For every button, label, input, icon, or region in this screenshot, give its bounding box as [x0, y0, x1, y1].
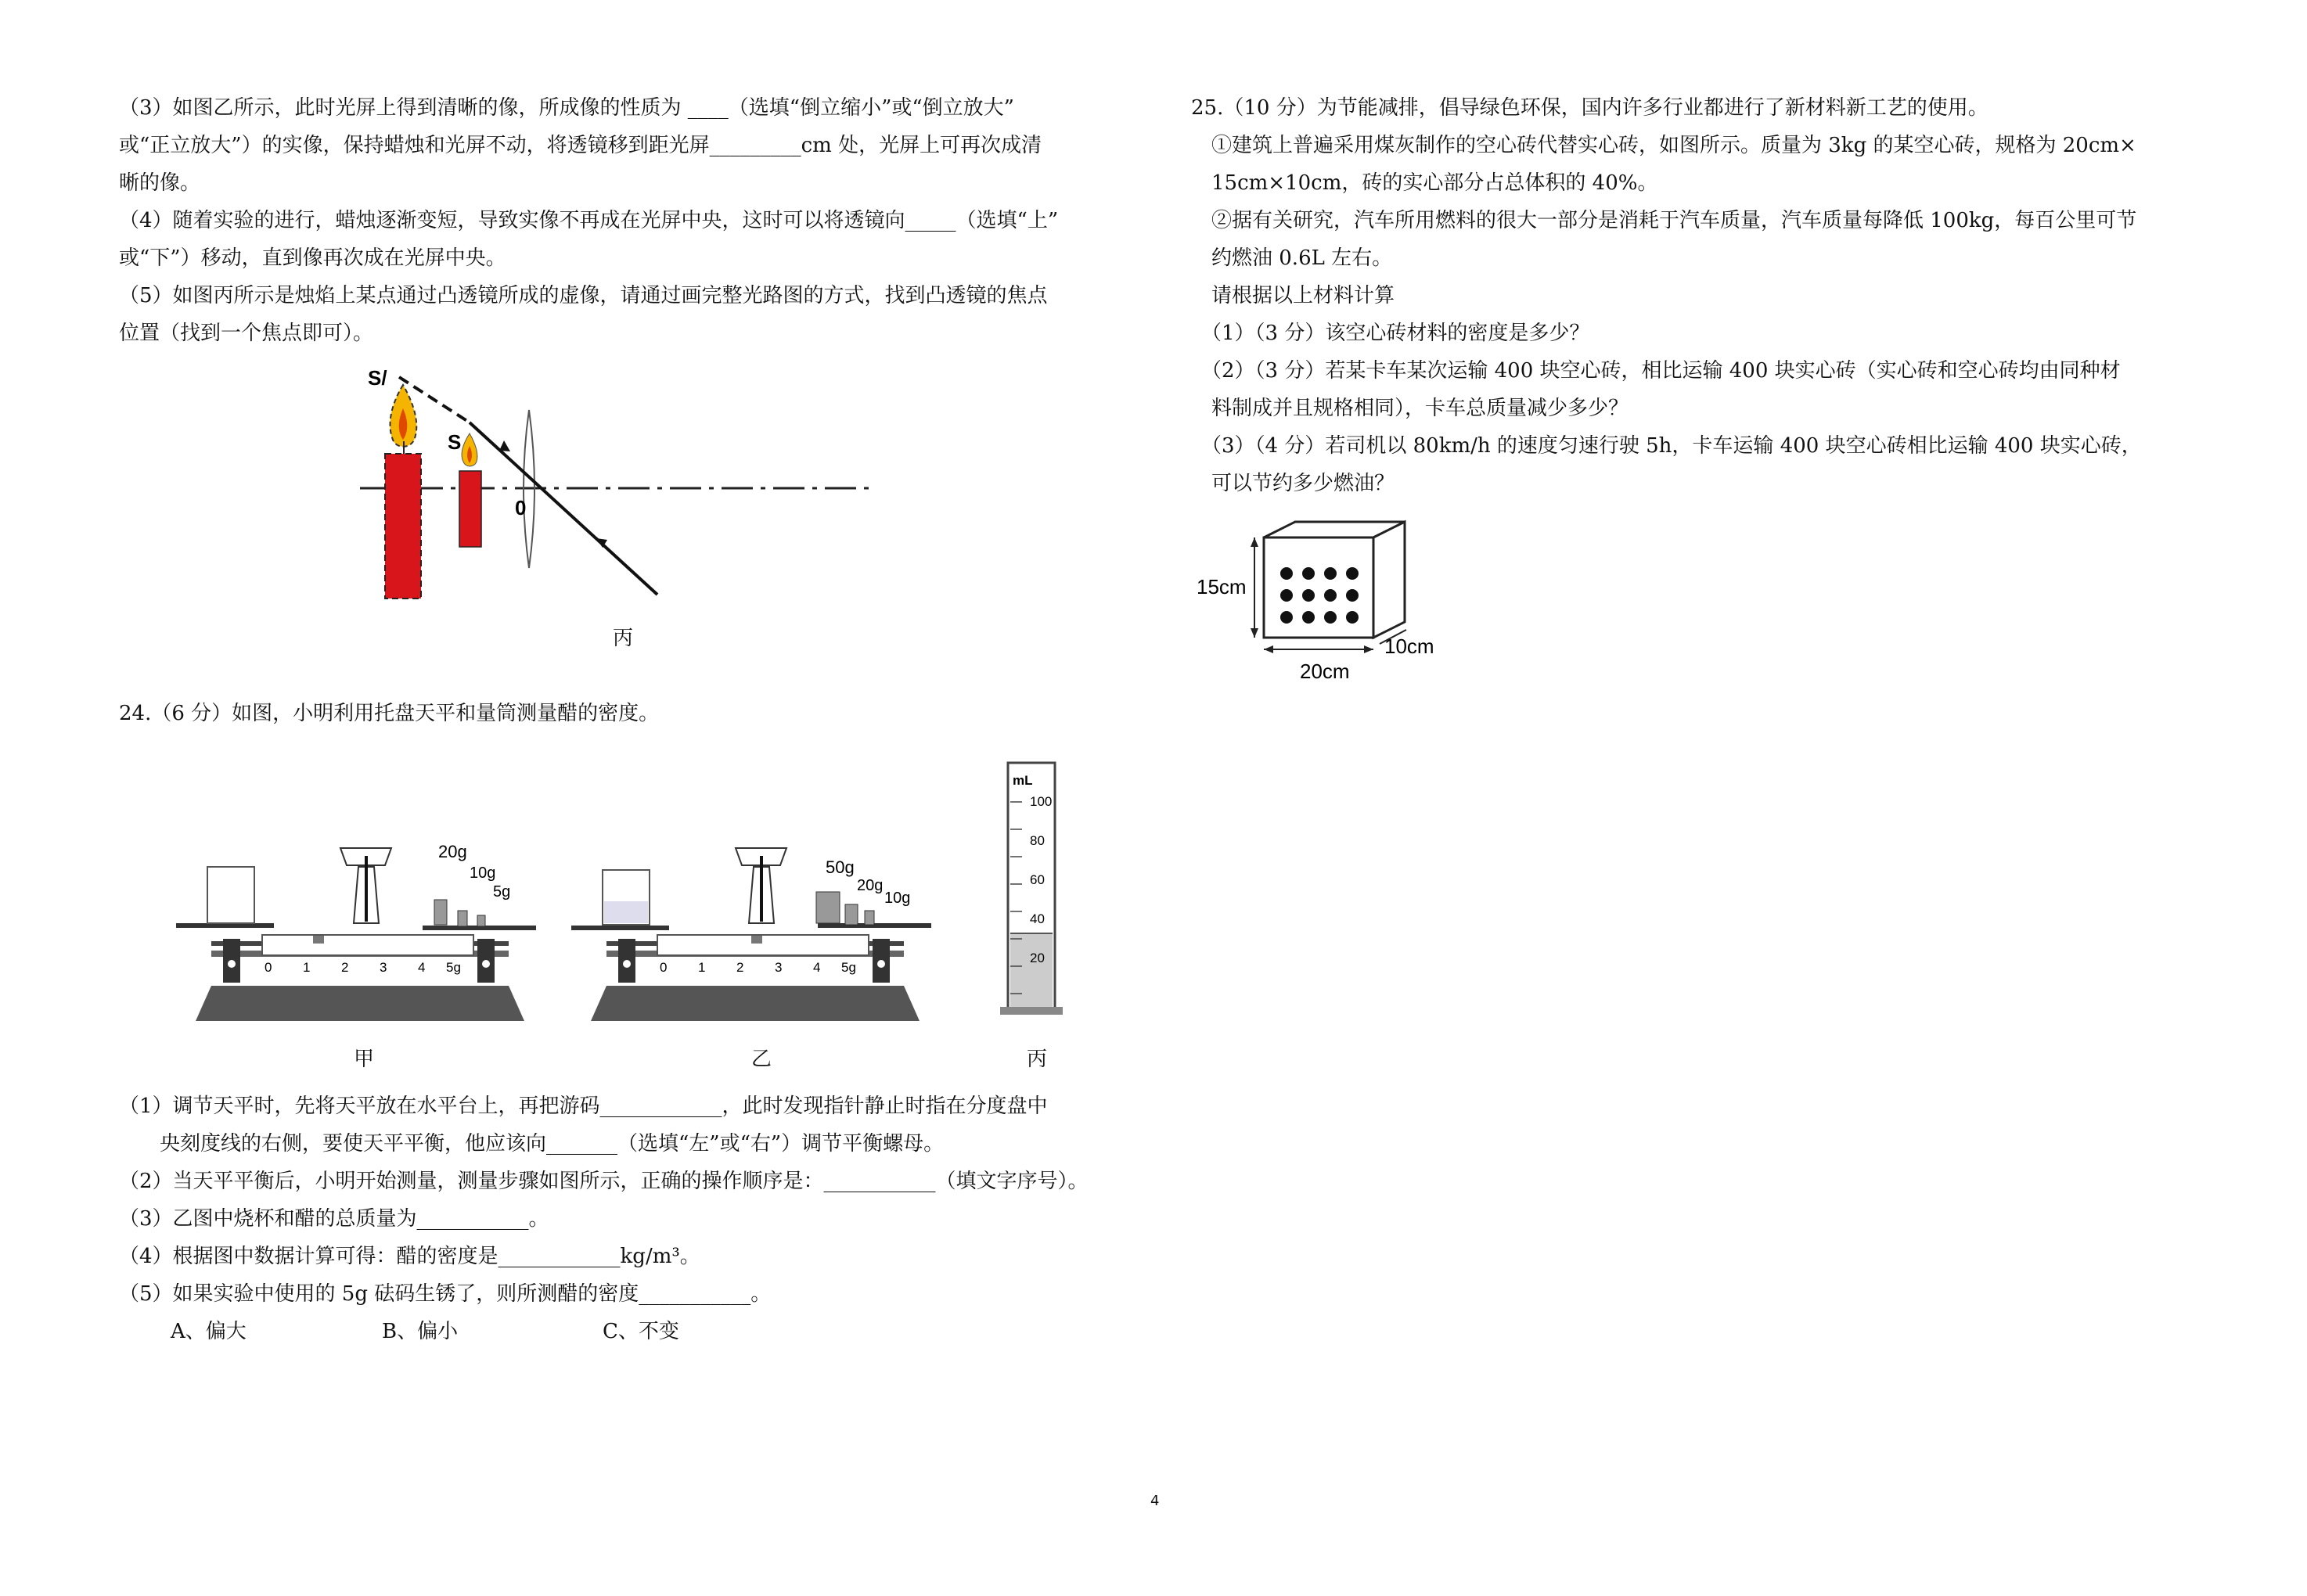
q24-title: 24.（6 分）如图，小明利用托盘天平和量筒测量醋的密度。	[119, 702, 660, 725]
scale-tick: 3	[775, 960, 783, 975]
cylinder-tick: 80	[1030, 833, 1045, 848]
text-line: 料制成并且规格相同），卡车总质量减少多少？	[1191, 397, 1629, 420]
text-line: 15cm×10cm，砖的实心部分占总体积的 40%。	[1191, 171, 1658, 195]
text-line: 央刻度线的右侧，要使天平平衡，他应该向_______（选填“左”或“右”）调节平衡螺母。	[119, 1132, 945, 1156]
cylinder-tick: 60	[1030, 872, 1045, 887]
text-line: （5）如果实验中使用的 5g 砝码生锈了，则所测醋的密度___________。	[119, 1282, 772, 1306]
text-line: ①建筑上普遍采用煤灰制作的空心砖代替实心砖，如图所示。质量为 3kg 的某空心砖，规格为 20cm×	[1191, 134, 2136, 157]
figure-caption: 乙	[751, 1048, 772, 1071]
cylinder-tick: 40	[1030, 911, 1045, 926]
weight-label: 10g	[884, 890, 911, 907]
text-line: 约燃油 0.6L 左右。	[1191, 246, 1393, 270]
scale-tick: 5g	[841, 960, 856, 975]
scale-tick: 3	[380, 960, 387, 975]
text-line: 或“下”）移动，直到像再次成在光屏中央。	[119, 246, 506, 270]
balance-yi	[560, 829, 951, 1033]
option-a: A、偏大	[171, 1320, 247, 1343]
text-line: 或“正立放大”）的实像，保持蜡烛和光屏不动，将透镜移到距光屏_________cm 处，光屏上可再次成清	[119, 134, 1042, 157]
text-line: （1）调节天平时，先将天平放在水平台上，再把游码____________，此时发现指针静止时指在分度盘中	[119, 1095, 1048, 1118]
text-line: （3）（4 分）若司机以 80km/h 的速度匀速行驶 5h，卡车运输 400 块空心砖相比运输 400 块实心砖，	[1191, 434, 2142, 458]
weight-label: 10g	[470, 864, 496, 882]
option-c: C、不变	[603, 1320, 679, 1343]
weight-label: 5g	[493, 883, 511, 900]
text-line: （4）根据图中数据计算可得：醋的密度是____________kg/m³。	[119, 1245, 700, 1268]
page-number: 4	[1150, 1493, 1160, 1509]
option-b: B、偏小	[382, 1320, 459, 1343]
text-line: （2）（3 分）若某卡车某次运输 400 块空心砖，相比运输 400 块实心砖（实心砖和空心砖均由同种材	[1191, 359, 2121, 383]
brick-depth-label: 10cm	[1384, 634, 1434, 658]
figure-caption: 丙	[613, 627, 634, 650]
cylinder-tick: 100	[1030, 794, 1053, 809]
brick-width-label: 20cm	[1300, 660, 1350, 683]
text-line: （3）乙图中烧杯和醋的总质量为___________。	[119, 1207, 549, 1231]
balance-jia	[164, 829, 556, 1033]
cylinder-tick: 20	[1030, 951, 1045, 965]
scale-tick: 4	[813, 960, 821, 975]
graduated-cylinder	[994, 755, 1072, 1029]
weight-label: 50g	[826, 857, 855, 877]
text-line: 晰的像。	[119, 171, 201, 195]
text-line: 25.（10 分）为节能减排，倡导绿色环保，国内许多行业都进行了新材料新工艺的使用。	[1191, 96, 1988, 120]
hollow-brick-diagram	[1193, 512, 1452, 692]
figure-caption: 甲	[354, 1048, 375, 1071]
text-line: 位置（找到一个焦点即可）。	[119, 322, 374, 345]
text-line: （3）如图乙所示，此时光屏上得到清晰的像，所成像的性质为 ____（选填“倒立缩小”或“倒立放大”	[119, 96, 1014, 120]
text-line: 请根据以上材料计算	[1191, 284, 1395, 307]
weight-label: 20g	[857, 877, 884, 894]
figure-caption: 丙	[1027, 1048, 1048, 1071]
text-line: （5）如图丙所示是烛焰上某点通过凸透镜所成的虚像，请通过画完整光路图的方式，找到凸透镜的焦点	[119, 284, 1048, 307]
scale-tick: 4	[418, 960, 426, 975]
label-s-prime: S/	[368, 366, 387, 390]
text-line: （4）随着实验的进行，蜡烛逐渐变短，导致实像不再成在光屏中央，这时可以将透镜向_____（选填“上”	[119, 209, 1059, 232]
scale-tick: 0	[265, 960, 272, 975]
text-line: 可以节约多少燃油？	[1191, 472, 1395, 495]
cylinder-unit: mL	[1013, 773, 1033, 788]
text-line: （1）（3 分）该空心砖材料的密度是多少？	[1191, 322, 1590, 345]
scale-tick: 5g	[446, 960, 461, 975]
scale-tick: 0	[660, 960, 668, 975]
scale-tick: 1	[698, 960, 706, 975]
brick-height-label: 15cm	[1197, 575, 1247, 598]
scale-tick: 2	[341, 960, 349, 975]
label-optical-centre: 0	[515, 496, 527, 519]
scale-tick: 1	[303, 960, 311, 975]
weight-label: 20g	[438, 842, 467, 861]
text-line: ②据有关研究，汽车所用燃料的很大一部分是消耗于汽车质量，汽车质量每降低 100kg，每百公里可节	[1191, 209, 2137, 232]
scale-tick: 2	[736, 960, 744, 975]
text-line: （2）当天平平衡后，小明开始测量，测量步骤如图所示，正确的操作顺序是：___________（填文字序号）。	[119, 1170, 1089, 1193]
label-s: S	[448, 430, 462, 454]
